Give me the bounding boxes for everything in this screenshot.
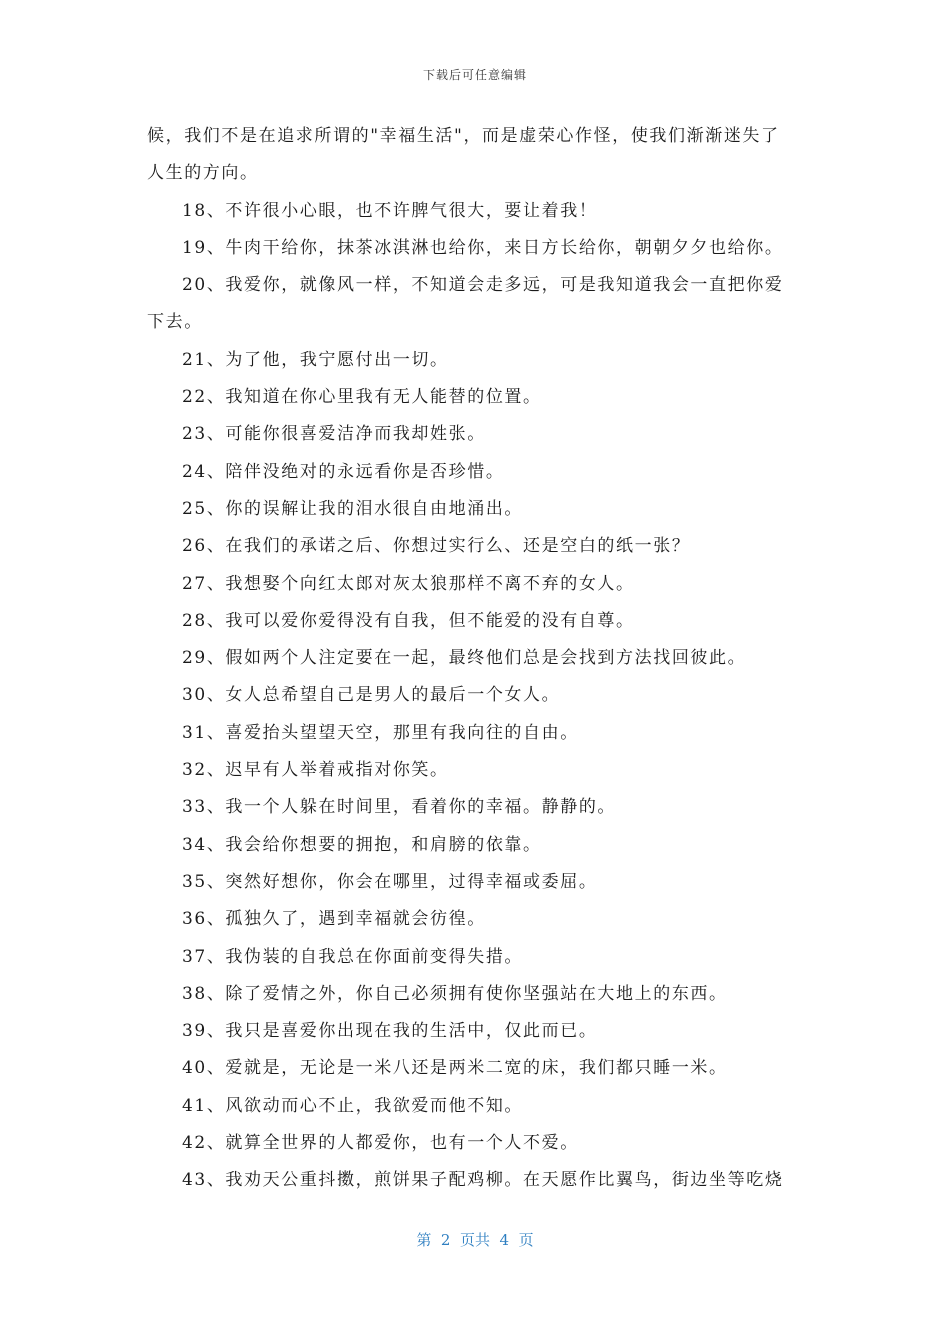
text-line: 33、我一个人躲在时间里，看着你的幸福。静静的。: [182, 797, 617, 818]
text-line: 30、女人总希望自己是男人的最后一个女人。: [182, 685, 561, 706]
text-line: 29、假如两个人注定要在一起，最终他们总是会找到方法找回彼此。: [182, 648, 747, 669]
text-line: 41、风欲动而心不止，我欲爱而他不知。: [182, 1095, 524, 1116]
text-line: 22、我知道在你心里我有无人能替的位置。: [182, 387, 542, 408]
text-line: 39、我只是喜爱你出现在我的生活中，仅此而已。: [182, 1021, 598, 1042]
text-line: 34、我会给你想要的拥抱，和肩膀的依靠。: [182, 834, 542, 855]
page-number-footer: 第 2 页共 4 页: [416, 1231, 534, 1249]
page-header: 下载后可任意编辑: [422, 68, 527, 82]
text-line: 21、为了他，我宁愿付出一切。: [182, 349, 449, 370]
text-line: 24、陪伴没绝对的永远看你是否珍惜。: [182, 461, 505, 482]
document-body: [147, 118, 807, 1200]
text-line: 下去。: [147, 312, 203, 333]
text-line: 19、牛肉干给你，抹茶冰淇淋也给你，来日方长给你，朝朝夕夕也给你。: [182, 237, 784, 258]
text-line: 27、我想娶个向红太郎对灰太狼那样不离不弃的女人。: [182, 573, 635, 594]
text-line: 31、喜爱抬头望望天空，那里有我向往的自由。: [182, 722, 579, 743]
text-line: 23、可能你很喜爱洁净而我却姓张。: [182, 424, 486, 445]
text-line: 42、就算全世界的人都爱你，也有一个人不爱。: [182, 1133, 579, 1154]
text-line: 43、我劝天公重抖擞，煎饼果子配鸡柳。在天愿作比翼鸟，街边坐等吃烧: [182, 1170, 784, 1191]
text-line: 32、迟早有人举着戒指对你笑。: [182, 760, 449, 781]
text-line: 38、除了爱情之外，你自己必须拥有使你坚强站在大地上的东西。: [182, 983, 728, 1004]
text-line: 28、我可以爱你爱得没有自我，但不能爱的没有自尊。: [182, 610, 635, 631]
text-line: 人生的方向。: [147, 163, 259, 184]
text-line: 20、我爱你，就像风一样，不知道会走多远，可是我知道我会一直把你爱: [182, 275, 784, 296]
text-line: 40、爱就是，无论是一米八还是两米二宽的床，我们都只睡一米。: [182, 1058, 728, 1079]
text-line: 25、你的误解让我的泪水很自由地涌出。: [182, 498, 524, 519]
text-line: 37、我伪装的自我总在你面前变得失措。: [182, 946, 524, 967]
text-line: 26、在我们的承诺之后、你想过实行么、还是空白的纸一张？: [182, 536, 691, 557]
text-line: 35、突然好想你，你会在哪里，过得幸福或委屈。: [182, 871, 598, 892]
text-line: 18、不许很小心眼，也不许脾气很大，要让着我！: [182, 200, 598, 221]
text-line: 候，我们不是在追求所谓的"幸福生活"，而是虚荣心作怪，使我们渐渐迷失了: [147, 126, 780, 146]
text-line: 36、孤独久了，遇到幸福就会彷徨。: [182, 909, 486, 930]
